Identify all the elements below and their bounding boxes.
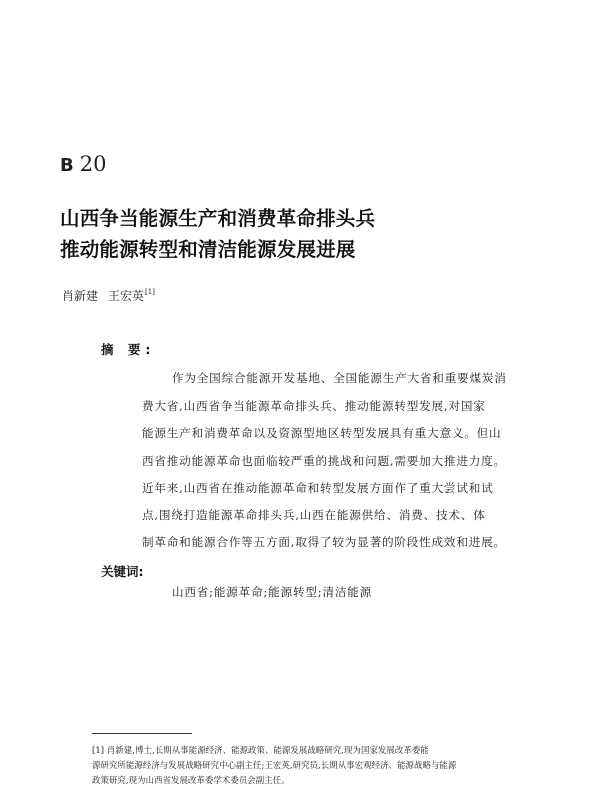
keywords-text: 山西省;能源革命;能源转型;清洁能源 <box>172 585 373 599</box>
report-mark: B <box>60 155 74 176</box>
author-1: 肖新建 <box>62 289 99 303</box>
author-footnote-ref: [1] <box>145 288 155 296</box>
footnote-line: [1] 肖新建,博士,长期从事能源经济、能源政策、能源发展战略研究,现为国家发展改革委能 <box>92 745 429 755</box>
abstract-line: 点,围绕打造能源革命排头兵,山西在能源供给、消费、技术、体 <box>142 508 486 522</box>
report-number-value: 20 <box>79 152 107 176</box>
title-line-2: 推动能源转型和清洁能源发展进展 <box>60 238 356 261</box>
abstract-line: 西省推动能源革命也面临较严重的挑战和问题,需要加大推进力度。 <box>142 454 506 468</box>
abstract-line: 费大省,山西省争当能源革命排头兵、推动能源转型发展,对国家 <box>142 399 486 413</box>
abstract-line: 近年来,山西省在推动能源革命和转型发展方面作了重大尝试和试 <box>142 481 494 495</box>
abstract-line: 作为全国综合能源开发基地、全国能源生产大省和重要煤炭消 <box>172 371 507 385</box>
abstract-line: 制革命和能源合作等五方面,取得了较为显著的阶段性成效和进展。 <box>142 535 506 549</box>
author-2: 王宏英 <box>108 289 145 303</box>
keywords-label: 关键词: <box>101 564 144 579</box>
authors <box>62 287 155 304</box>
abstract-line: 能源生产和消费革命以及资源型地区转型发展具有重大意义。但山 <box>142 426 502 440</box>
footnote-divider <box>92 733 192 734</box>
title-line-1: 山西争当能源生产和消费革命排头兵 <box>60 207 376 230</box>
footnote-line: 源研究所能源经济与发展战略研究中心副主任;王宏英,研究员,长期从事宏观经济、能源战略与能源 <box>92 760 457 770</box>
footnote-line: 政策研究,现为山西省发展改革委学术委员会副主任。 <box>92 775 290 785</box>
report-number <box>60 152 106 176</box>
abstract-label: 摘 要: <box>101 342 156 357</box>
